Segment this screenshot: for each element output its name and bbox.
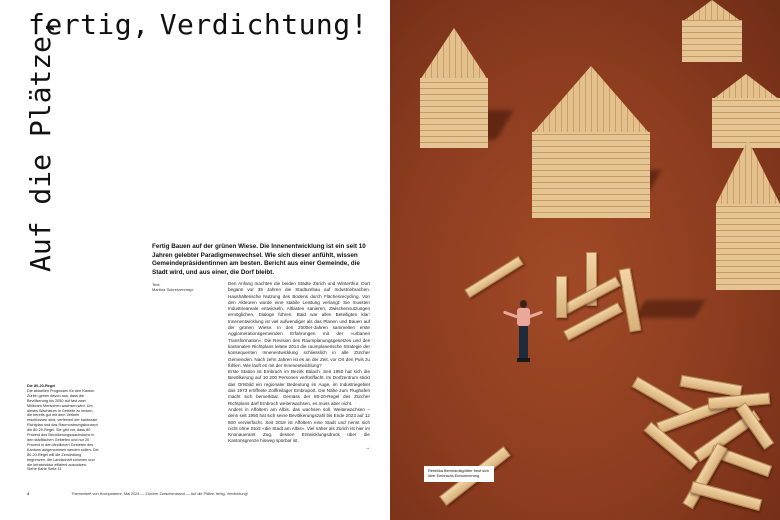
sidebar-text: Die aktuellen Prognosen für den Kanton Zürich gehen davon aus, dass die Bevölkerung bis 2050 auf fast zwei Millionen Menschen wachsen wird. Um dieses Wachstum in Gebiete zu lenken, die bereits gut mit dem Verkehr erschlossen sind, verfeinert der kantonale Richtplan und das Raumordnungskonzept die 80-20-Regel. Sie gibt vor, dass 80 Prozent des Bevölkerungswachstums in den städtischen Gebieten und nur 20 Prozent in den ländlichen Gebieten des Kantons aufgenommen werden sollen. Die 80-20-Regel will die Zersiedlung begrenzen, die Landschaft schonen und die Infrastruktur effizient ausnutzen. bbox=[27, 388, 99, 467]
wooden-house-far-left bbox=[420, 28, 488, 148]
wooden-house-edge-right bbox=[716, 140, 780, 290]
wooden-house-center bbox=[532, 66, 650, 218]
wooden-house-right bbox=[712, 74, 780, 148]
running-footer: Themenheft von Hochparterre, Mai 2024 — Zürcher Zwischenstand — Auf die Plätze, fertig, Verdichtung! bbox=[71, 492, 248, 496]
wooden-house-top-right bbox=[682, 0, 742, 62]
page-number: 4 bbox=[27, 492, 30, 496]
headline-vertical: Auf die Plätze, bbox=[24, 19, 57, 272]
sidebar-title: Die 80-20-Regel bbox=[27, 384, 56, 388]
sidebar-reference: Siehe Karte Seite 11 bbox=[27, 467, 62, 472]
headline-word-fertig: fertig, bbox=[28, 8, 150, 41]
body-paragraph: Erste Station ist Embrach im Bezirk Bülach. Seit 1950 hat sich die Bevölkerung auf 10 200 Personen verfünffacht. Im Dorfzentrum stickt das Ortsbild ein regionaler Bedeutung im Auge, im Industriegebiet das 1973 eröffnete Zollfreilager Embraport. Die Nähe zum Flughafen macht sich bemerkbar. Gemäss der 80-20-Regel des Zürcher Richtplans darf Embrach weiterwachsen, es muss aber nicht. bbox=[228, 369, 370, 406]
author-credit bbox=[152, 282, 210, 293]
headline-word-verdichtung: Verdichtung! bbox=[159, 8, 368, 41]
body-paragraph: Anders in Affoltern am Albis, das wachsen soll. Weiterwachsen – denn seit 1950 hat sich seine Bevölkerungszahl bis Ende 2023 auf 12 800 vervierfacht. Seit 2018 ist Affoltern eine Stadt und nennt sich nicht ohne Stolz «die Stadt am Albis». Viel näher als Zürich ist hier im Knonaueramt Zug, dessen Entwicklungsdruck über die Kantonsgrenze hinweg spürbar ist. bbox=[228, 406, 370, 444]
person-figure bbox=[513, 300, 535, 364]
wooden-plank bbox=[556, 276, 567, 318]
body-text bbox=[228, 281, 370, 451]
headline-top bbox=[28, 8, 368, 41]
body-paragraph: Den Anfang machten die beiden Städte Zürich und Winterthur. Dort begann vor 35 Jahren die Stadtumbau auf Industriebrachen. Haushälterische Nutzung des Bodens durch Flächenrecycling. Von den Akteuren wurde eine stabile Leistung verlangt: Sie mussten Industrieareale entwickeln, Altlasten sanieren, Zwischennutzungen ermöglichen, Dialoge führen. Bald war allen Beteiligten klar: Innenentwicklung ist viel aufwendiger als das Planen und Bauen auf der grünen Wiese. In den 2000er-Jahren sammelten erste Agglomerationsgemeinden Erfahrungen mit der «urbanen Transformation». Die Revision des Raumplanungsgesetzes und des kantonalen Richtplans leitete 2014 die raumplanerische Strategie der konsequenten Innenentwicklung schliesslich in alle Zürcher Gemeinden. Nach zehn Jahren ist es an der Zeit, vor Ort den Puls zu fühlen. Wie läuft es mit der Innenentwicklung? bbox=[228, 281, 370, 368]
credit-label: Text: bbox=[152, 282, 161, 287]
continue-arrow: → bbox=[365, 444, 370, 450]
lead-paragraph: Fertig Bauen auf der grünen Wiese. Die Innenentwicklung ist ein seit 10 Jahren gelebter Paradigmenwechsel. Wie sich dieser anfühlt, wissen Gemeindepräsidentinnen am besten. Bericht aus einer Gemeinde, die Stadt wird, und aus einer, die Dorf bleibt. bbox=[152, 243, 366, 277]
block-shadow bbox=[635, 300, 705, 318]
sidebar-box bbox=[27, 384, 99, 472]
photo-caption: Rebekka Bernhardsgrütter freut sich über Embrachs Einwohnerung. bbox=[424, 466, 494, 482]
page-footer bbox=[27, 492, 367, 496]
photo-page bbox=[390, 0, 780, 520]
credit-author: Martina Schretzenmayr bbox=[152, 287, 194, 293]
